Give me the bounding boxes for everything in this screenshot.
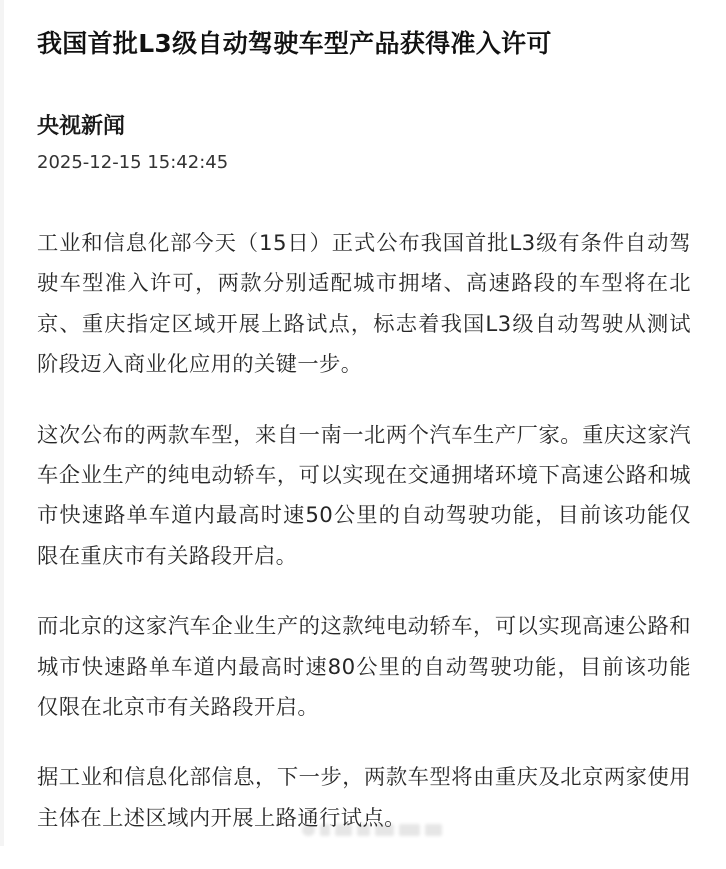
article-paragraph: 这次公布的两款车型，来自一南一北两个汽车生产厂家。重庆这家汽车企业生产的纯电动轿车，可以实现在交通拥堵环境下高速公路和城市快速路单车道内最高时速50公里的自动驾驶功能，目前该功能仅限在重庆市有关路段开启。 [37,422,691,569]
watermark [302,824,442,838]
article-title: 我国首批L3级自动驾驶车型产品获得准入许可 [37,29,552,58]
article-paragraph: 而北京的这家汽车企业生产的这款纯电动轿车，可以实现高速公路和城市快速路单车道内最高时速80公里的自动驾驶功能，目前该功能仅限在北京市有关路段开启。 [37,614,691,721]
article-timestamp: 2025-12-15 15:42:45 [37,152,229,173]
article-body [37,224,691,839]
watermark-glyph [375,824,394,836]
watermark-glyph [335,824,352,836]
watermark-glyph [399,824,420,836]
page-edge [0,0,4,846]
watermark-glyph [320,824,329,836]
watermark-glyph [357,824,370,836]
news-article [37,24,691,869]
watermark-glyph [425,824,442,836]
watermark-logo-icon [302,824,315,836]
article-paragraph: 据工业和信息化部信息，下一步，两款车型将由重庆及北京两家使用主体在上述区域内开展上路通行试点。 [37,765,691,831]
article-source[interactable]: 央视新闻 [37,114,126,139]
article-paragraph: 工业和信息化部今天（15日）正式公布我国首批L3级有条件自动驾驶车型准入许可，两款分别适配城市拥堵、高速路段的车型将在北京、重庆指定区域开展上路试点，标志着我国L3级自动驾驶从测试阶段迈入商业化应用的关键一步。 [37,231,691,378]
